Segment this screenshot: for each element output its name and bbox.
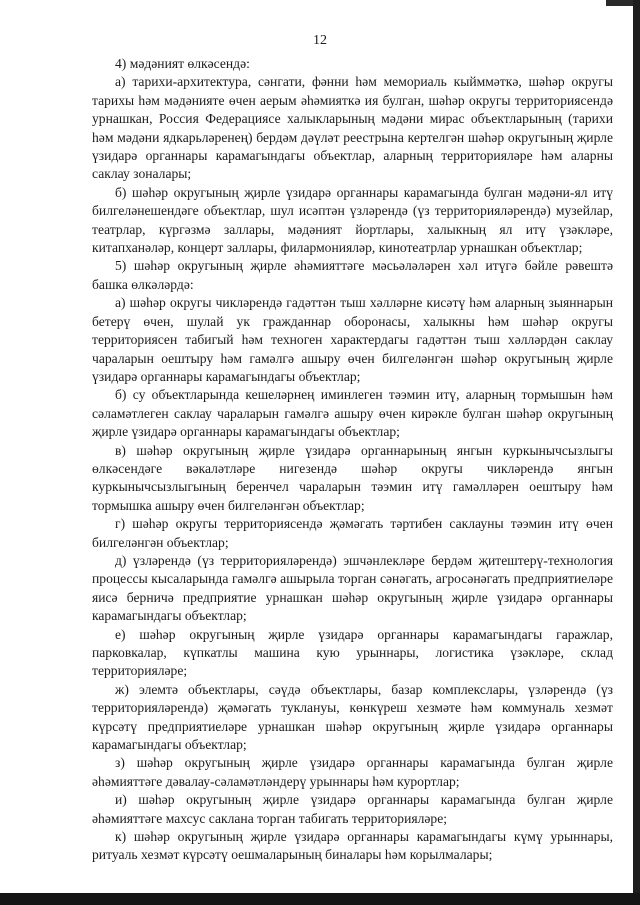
paragraph-other-v: в) шәһәр округының җирле үзидарә органнарының янгын куркынычсызлыгы өлкәсендәге вәкаләтләре нигезендә шәһәр округы чикләрендә янгын куркынычсызлыгының беренчел чараларын тәэмин итү гамәлләрен оештыру һәм тормышка ашыру өчен билгеләнгән объектлар; <box>92 442 613 513</box>
paragraph-other-z: з) шәһәр округының җирле үзидарә органнары карамагында булган җирле әһәмияттәге дәвалау-сәламәтләндерү урыннары һәм курортлар; <box>92 755 613 789</box>
scan-edge-bottom <box>0 893 640 905</box>
document-body <box>92 55 613 865</box>
paragraph-culture-b: б) шәһәр округының җирле үзидарә органнары карамагында булган мәдәни-ял итү билгеләнешендәге объектлар, шул исәптән үзләрендә (үз территорияләрендә) музейлар, театрлар, күргәзмә заллары, мәдәният йортлары, халыкның ял итү үзәкләре, китапханәләр, концерт заллары, филармонияләр, кинотеатрлар урнашкан объектлар; <box>92 184 613 256</box>
paragraph-other-k: к) шәһәр округының җирле үзидарә органнары карамагындагы күмү урыннары, ритуаль хезмәт күрсәтү оешмаларының биналары һәм корылмалары; <box>92 829 613 863</box>
paragraph-other-a: а) шәһәр округы чикләрендә гадәттән тыш хәлләрне кисәтү һәм аларның зыяннарын бетерү өчен, шулай ук гражданнар оборонасы, халыкны һәм шәһәр округы территориясен табигый һәм техноген характердагы гадәттән тыш хәлләрдән саклау чараларын оештыру һәм гамәлгә ашыру өчен билгеләнгән шәһәр округының җирле үзидарә органнары карамагындагы объектлар; <box>92 295 613 384</box>
paragraph-other-e: е) шәһәр округының җирле үзидарә органнары карамагындагы гаражлар, парковкалар, күпкатлы машина кую урыннары, логистика үзәкләре, склад территорияләре; <box>92 626 613 679</box>
paragraph-other-areas-heading: 5) шәһәр округының җирле әһәмияттәге мәсьәләләрен хәл итүгә бәйле рәвештә башка өлкәләрдә: <box>92 258 613 292</box>
paragraph-other-zh: ж) элемтә объектлары, сәүдә объектлары, базар комплекслары, үзләрендә (үз территорияләрендә) җәмәгать туклануы, көнкүреш хезмәте һәм коммуналь хезмәт күрсәтү предприятиеләре урнашкан шәһәр округының җирле үзидарә органнары карамагындагы объектлар; <box>92 681 613 753</box>
page-number: 12 <box>313 33 327 48</box>
paragraph-other-b: б) су объектларында кешеләрнең иминлеген тәэмин итү, аларның тормышын һәм сәламәтлеген саклау чараларын гамәлгә ашыру өчен кирәкле булган шәһәр округының җирле үзидарә органнары карамагындагы объектлар; <box>92 387 613 440</box>
paragraph-culture-a: а) тарихи-архитектура, сәнгати, фәнни һәм мемориаль кыйммәткә, шәһәр округы тарихы һәм мәдәнияте өчен аерым әһәмияткә ия булган, шәһәр округы территориясендә урнашкан, Россия Федерациясе халыкларының мәдәни мирас объектларының (тарихи һәм мәдәни ядкарьләренең) бердәм дәүләт реестрына кертелгән шәһәр округының җирле үзидарә органнары карамагындагы объектлар, аларның территорияләре һәм аларны саклау зоналары; <box>92 74 613 182</box>
paragraph-other-g: г) шәһәр округы территориясендә җәмәгать тәртибен саклауны тәэмин итү өчен билгеләнгән объектлар; <box>92 516 613 550</box>
paragraph-other-i: и) шәһәр округының җирле үзидарә органнары карамагында булган җирле әһәмияттәге махсус саклана торган табигать территорияләре; <box>92 792 613 826</box>
scan-edge-right <box>633 0 640 900</box>
paragraph-other-d: д) үзләрендә (үз территорияләрендә) эшчәнлекләре бердәм җитештерү-технология процессы кысаларында гамәлгә ашырыла торган сәнәгать, агросәнәгать предприятиеләре яисә берничә предприятие урнашкан шәһәр округының җирле үзидарә органнары карамагындагы объектлар; <box>92 552 613 624</box>
paragraph-culture-heading: 4) мәдәният өлкәсендә: <box>115 56 250 71</box>
